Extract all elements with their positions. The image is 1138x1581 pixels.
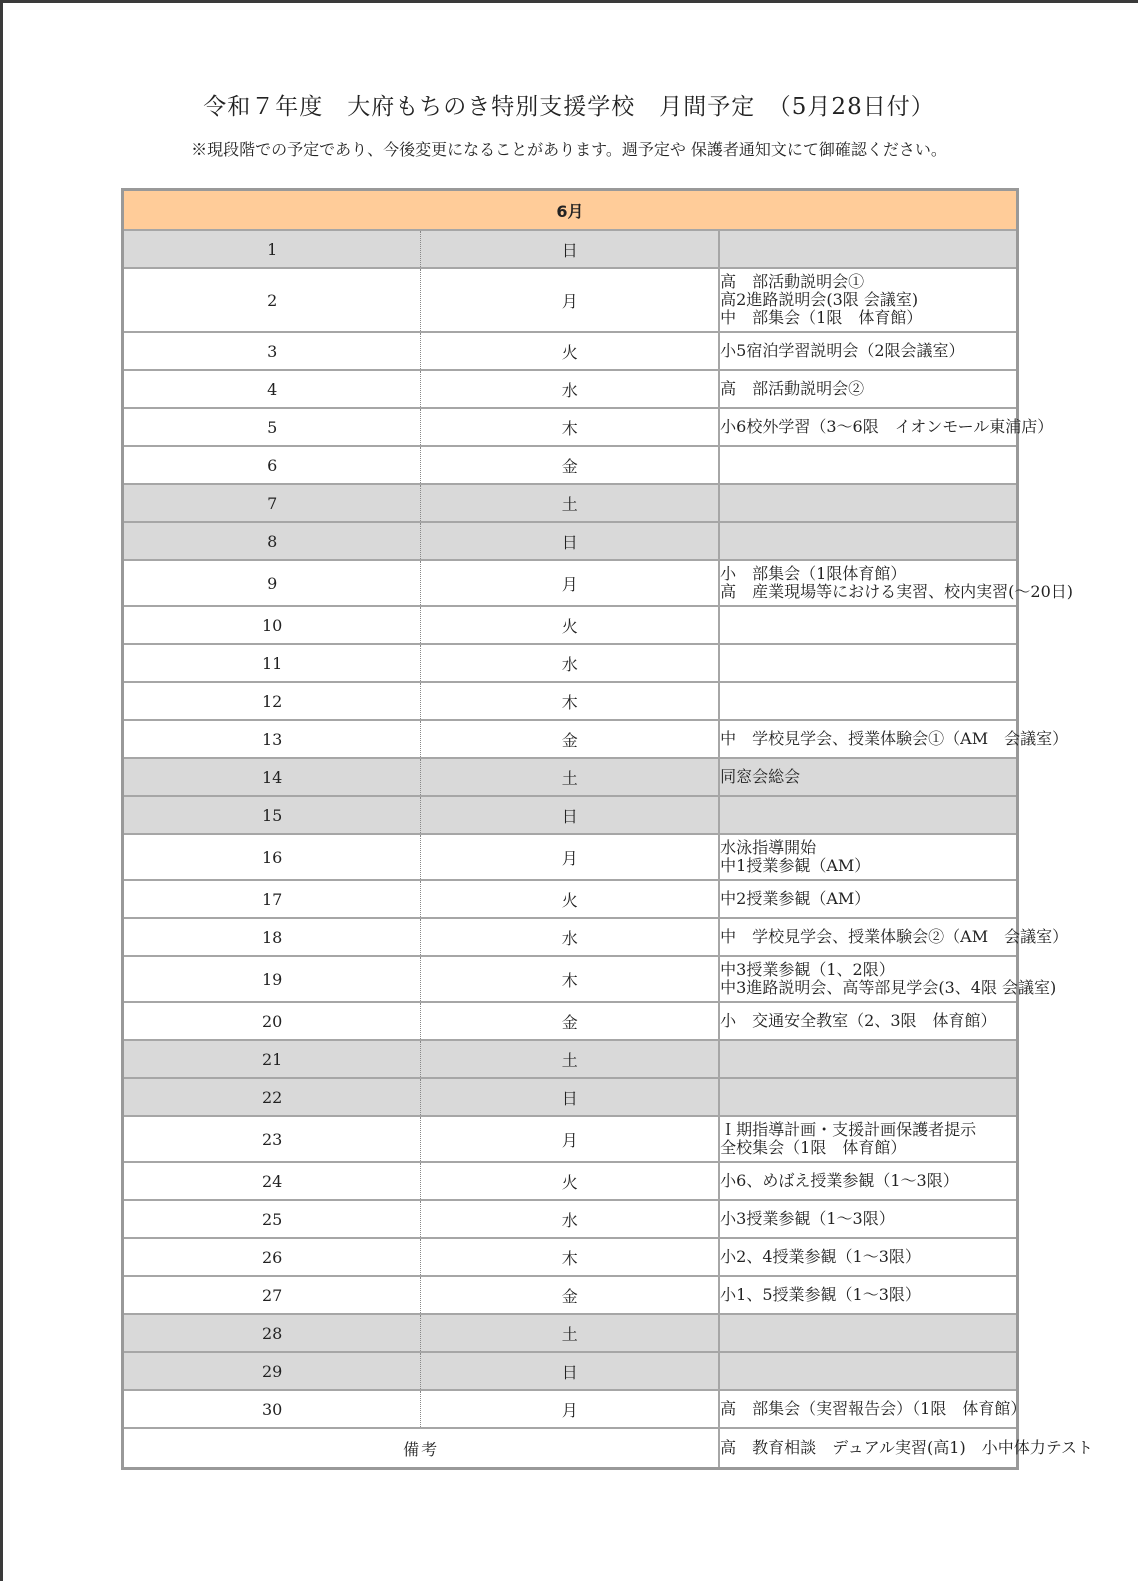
day-events: [719, 446, 1017, 484]
day-row: [123, 1078, 1018, 1116]
day-events: [719, 1002, 1017, 1040]
event-item: 中1授業参観（AM）: [720, 856, 871, 875]
day-number: 8: [123, 522, 421, 560]
event-item: Ｉ期指導計画・支援計画保護者提示: [720, 1120, 977, 1139]
event-item: 水泳指導開始: [720, 838, 817, 857]
day-row: [123, 606, 1018, 644]
day-of-week: 金: [421, 1002, 719, 1040]
day-row: [123, 268, 1018, 332]
day-events: [719, 834, 1017, 880]
day-number: 3: [123, 332, 421, 370]
event-item: 中2授業参観（AM）: [720, 889, 871, 908]
day-row: [123, 1238, 1018, 1276]
day-row: [123, 1116, 1018, 1162]
day-number: 18: [123, 918, 421, 956]
day-row: [123, 230, 1018, 268]
day-events: [719, 1116, 1017, 1162]
day-number: 5: [123, 408, 421, 446]
event-item: 中 学校見学会、授業体験会②（AM 会議室）: [720, 927, 1069, 946]
day-number: 2: [123, 268, 421, 332]
event-item: 中3授業参観（1、2限）: [720, 960, 895, 979]
month-header-row: [123, 190, 1018, 231]
day-row: [123, 484, 1018, 522]
event-item: 小2、4授業参観（1～3限）: [720, 1247, 921, 1266]
event-item: 小 交通安全教室（2、3限 体育館）: [720, 1011, 997, 1030]
notice-text: ※現段階での予定であり、今後変更になることがあります。週予定や 保護者通知文にて御確認ください。: [191, 140, 947, 159]
day-row: [123, 644, 1018, 682]
day-number: 20: [123, 1002, 421, 1040]
day-row: [123, 1352, 1018, 1390]
day-events: [719, 796, 1017, 834]
day-row: [123, 1002, 1018, 1040]
day-events: [719, 408, 1054, 446]
remarks-row: [123, 1428, 1018, 1469]
day-events: [719, 682, 1017, 720]
day-events: [719, 1040, 1017, 1078]
day-events: [719, 370, 1017, 408]
event-item: 全校集会（1限 体育館）: [720, 1138, 907, 1157]
day-events: [719, 484, 1017, 522]
day-row: [123, 522, 1018, 560]
day-row: [123, 560, 1018, 606]
day-row: [123, 408, 1018, 446]
day-number: 11: [123, 644, 421, 682]
day-events: [719, 956, 1057, 1002]
day-of-week: 水: [421, 918, 719, 956]
day-row: [123, 1200, 1018, 1238]
day-row: [123, 1162, 1018, 1200]
event-item: 高2進路説明会(3限 会議室): [720, 290, 919, 309]
day-row: [123, 1040, 1018, 1078]
day-row: [123, 682, 1018, 720]
day-number: 7: [123, 484, 421, 522]
day-number: 1: [123, 230, 421, 268]
day-row: [123, 1390, 1018, 1428]
day-number: 27: [123, 1276, 421, 1314]
day-number: 9: [123, 560, 421, 606]
day-of-week: 月: [421, 1116, 719, 1162]
day-of-week: 土: [421, 758, 719, 796]
day-events: [719, 1314, 1017, 1352]
day-events: [719, 720, 1069, 758]
event-item: 中3進路説明会、高等部見学会(3、4限 会議室): [720, 978, 1057, 997]
day-row: [123, 370, 1018, 408]
day-number: 6: [123, 446, 421, 484]
day-number: 23: [123, 1116, 421, 1162]
day-of-week: 月: [421, 268, 719, 332]
day-of-week: 火: [421, 606, 719, 644]
event-item: 高 部集会（実習報告会）（1限 体育館）: [720, 1399, 1027, 1418]
event-item: 小6校外学習（3～6限 イオンモール東浦店）: [720, 417, 1054, 436]
day-events: [719, 880, 1017, 918]
day-row: [123, 834, 1018, 880]
day-events: [719, 1390, 1027, 1428]
day-of-week: 金: [421, 1276, 719, 1314]
window-top-border: [0, 0, 1138, 3]
day-events: [719, 230, 1017, 268]
day-number: 19: [123, 956, 421, 1002]
day-row: [123, 758, 1018, 796]
day-of-week: 火: [421, 1162, 719, 1200]
day-events: [719, 1352, 1017, 1390]
day-of-week: 日: [421, 230, 719, 268]
day-of-week: 日: [421, 522, 719, 560]
day-number: 25: [123, 1200, 421, 1238]
day-number: 29: [123, 1352, 421, 1390]
day-of-week: 日: [421, 1352, 719, 1390]
schedule-body: [123, 230, 1094, 1469]
day-of-week: 日: [421, 1078, 719, 1116]
day-number: 4: [123, 370, 421, 408]
day-row: [123, 446, 1018, 484]
day-events: [719, 918, 1069, 956]
day-number: 17: [123, 880, 421, 918]
day-events: [719, 1276, 1017, 1314]
day-row: [123, 918, 1018, 956]
day-of-week: 金: [421, 446, 719, 484]
day-of-week: 月: [421, 834, 719, 880]
day-of-week: 水: [421, 1200, 719, 1238]
day-row: [123, 880, 1018, 918]
day-row: [123, 1314, 1018, 1352]
event-item: 中 学校見学会、授業体験会①（AM 会議室）: [720, 729, 1069, 748]
remarks-label: 備考: [123, 1428, 720, 1469]
day-of-week: 木: [421, 408, 719, 446]
day-events: [719, 758, 1017, 796]
day-of-week: 火: [421, 880, 719, 918]
day-number: 10: [123, 606, 421, 644]
day-of-week: 日: [421, 796, 719, 834]
day-events: [719, 560, 1074, 606]
day-number: 24: [123, 1162, 421, 1200]
day-events: [719, 1238, 1017, 1276]
day-of-week: 月: [421, 1390, 719, 1428]
day-events: [719, 1162, 1017, 1200]
event-item: 小3授業参観（1～3限）: [720, 1209, 895, 1228]
day-number: 13: [123, 720, 421, 758]
day-events: [719, 1200, 1017, 1238]
event-item: 小1、5授業参観（1～3限）: [720, 1285, 921, 1304]
window-left-border: [0, 0, 3, 1581]
day-of-week: 土: [421, 1314, 719, 1352]
day-row: [123, 796, 1018, 834]
day-of-week: 土: [421, 1040, 719, 1078]
schedule-table: [121, 188, 1094, 1470]
day-number: 15: [123, 796, 421, 834]
event-item: 高 部活動説明会①: [720, 272, 865, 291]
day-of-week: 水: [421, 644, 719, 682]
remarks-text: 高 教育相談 デュアル実習(高1) 小中体力テスト: [719, 1428, 1017, 1469]
day-number: 26: [123, 1238, 421, 1276]
day-row: [123, 956, 1018, 1002]
event-item: 小5宿泊学習説明会（2限会議室）: [720, 341, 965, 360]
day-number: 22: [123, 1078, 421, 1116]
day-events: [719, 332, 1017, 370]
day-row: [123, 1276, 1018, 1314]
month-header: 6月: [123, 190, 1018, 231]
day-number: 14: [123, 758, 421, 796]
day-events: [719, 1078, 1017, 1116]
day-of-week: 木: [421, 682, 719, 720]
day-of-week: 木: [421, 956, 719, 1002]
day-of-week: 金: [421, 720, 719, 758]
day-of-week: 水: [421, 370, 719, 408]
day-events: [719, 522, 1017, 560]
day-of-week: 木: [421, 1238, 719, 1276]
day-row: [123, 720, 1018, 758]
event-item: 同窓会総会: [720, 767, 801, 786]
event-item: 小 部集会（1限体育館）: [720, 564, 907, 583]
day-number: 21: [123, 1040, 421, 1078]
event-item: 高 部活動説明会②: [720, 379, 865, 398]
day-events: [719, 606, 1017, 644]
page-title: 令和７年度 大府もちのき特別支援学校 月間予定 （5月28日付）: [203, 94, 935, 120]
day-events: [719, 268, 1017, 332]
event-item: 小6、めばえ授業参観（1～3限）: [720, 1171, 959, 1190]
day-number: 16: [123, 834, 421, 880]
day-number: 28: [123, 1314, 421, 1352]
day-number: 30: [123, 1390, 421, 1428]
day-row: [123, 332, 1018, 370]
day-of-week: 土: [421, 484, 719, 522]
day-events: [719, 644, 1017, 682]
day-of-week: 月: [421, 560, 719, 606]
event-item: 高 産業現場等における実習、校内実習(～20日): [720, 582, 1074, 601]
event-item: 中 部集会（1限 体育館）: [720, 308, 923, 327]
day-of-week: 火: [421, 332, 719, 370]
day-number: 12: [123, 682, 421, 720]
